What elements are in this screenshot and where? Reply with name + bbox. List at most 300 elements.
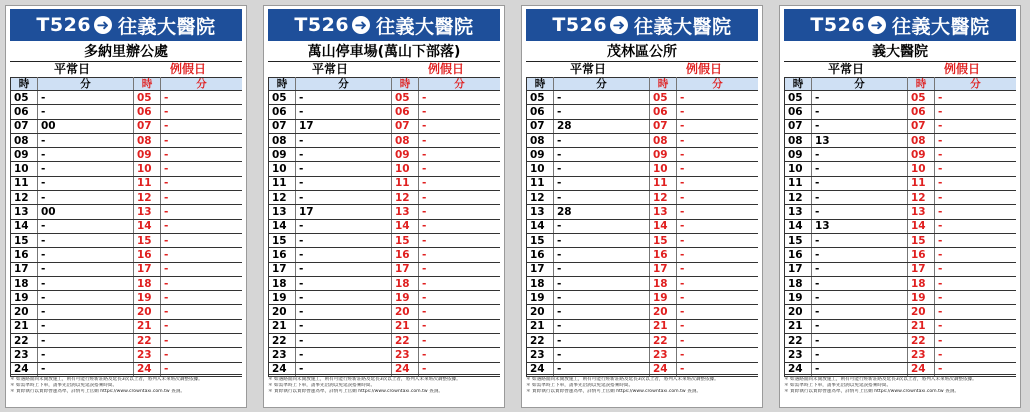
table-row [269, 91, 501, 105]
route-header [784, 9, 1016, 41]
weekday-hour: 24 [11, 362, 38, 376]
holiday-label: 例假日 [685, 62, 722, 76]
weekday-hour: 24 [527, 362, 554, 376]
table-row [11, 276, 243, 290]
weekday-label: 平常日 [569, 62, 606, 76]
table-header-row [785, 78, 1017, 91]
weekday-hour: 17 [785, 262, 812, 276]
holiday-hour: 10 [134, 162, 161, 176]
holiday-hour: 06 [650, 105, 677, 119]
weekday-minute: - [812, 248, 908, 262]
weekday-minute: - [38, 162, 134, 176]
weekday-hour: 16 [269, 248, 296, 262]
holiday-minute: - [419, 205, 501, 219]
weekday-label: 平常日 [53, 62, 90, 76]
holiday-minute: - [677, 319, 759, 333]
table-row [269, 176, 501, 190]
weekday-hour: 06 [527, 105, 554, 119]
weekday-minute: - [296, 248, 392, 262]
weekday-minute: - [296, 176, 392, 190]
holiday-hour: 22 [134, 334, 161, 348]
table-row [527, 291, 759, 305]
holiday-hour: 19 [392, 291, 419, 305]
weekday-minute: - [554, 219, 650, 233]
weekday-label: 平常日 [311, 62, 348, 76]
table-row [527, 319, 759, 333]
weekday-minute: - [38, 148, 134, 162]
weekday-minute-header: 分 [38, 78, 134, 91]
table-row [269, 148, 501, 162]
holiday-minute: - [419, 334, 501, 348]
holiday-minute: - [677, 162, 759, 176]
weekday-hour: 09 [11, 148, 38, 162]
table-row [11, 191, 243, 205]
weekday-hour: 08 [11, 133, 38, 147]
holiday-minute: - [419, 148, 501, 162]
holiday-minute: - [935, 248, 1017, 262]
weekday-hour: 10 [785, 162, 812, 176]
weekday-hour: 13 [527, 205, 554, 219]
holiday-hour: 09 [392, 148, 419, 162]
holiday-minute: - [161, 248, 243, 262]
table-row [785, 248, 1017, 262]
holiday-minute: - [419, 276, 501, 290]
weekday-minute: - [812, 105, 908, 119]
holiday-hour: 18 [392, 276, 419, 290]
holiday-hour: 19 [134, 291, 161, 305]
route-destination: 往義大醫院 [376, 15, 474, 38]
weekday-minute: - [38, 276, 134, 290]
table-header-row [269, 78, 501, 91]
timetable-panel [5, 5, 247, 408]
holiday-minute: - [419, 176, 501, 190]
weekday-hour: 17 [527, 262, 554, 276]
weekday-hour: 14 [785, 219, 812, 233]
table-row [785, 133, 1017, 147]
holiday-hour: 16 [392, 248, 419, 262]
weekday-hour: 09 [269, 148, 296, 162]
weekday-hour: 20 [269, 305, 296, 319]
weekday-hour: 20 [785, 305, 812, 319]
holiday-hour: 13 [134, 205, 161, 219]
table-row [527, 334, 759, 348]
holiday-minute: - [677, 262, 759, 276]
holiday-minute: - [161, 262, 243, 276]
holiday-hour: 20 [134, 305, 161, 319]
table-row [269, 219, 501, 233]
table-row [11, 291, 243, 305]
weekday-hour: 20 [11, 305, 38, 319]
table-row [11, 105, 243, 119]
notes [784, 374, 1016, 395]
weekday-minute: 00 [38, 205, 134, 219]
holiday-hour: 18 [650, 276, 677, 290]
schedule-table [10, 77, 242, 377]
holiday-hour: 17 [908, 262, 935, 276]
weekday-hour: 07 [269, 119, 296, 133]
weekday-minute: 13 [812, 133, 908, 147]
schedule-table [784, 77, 1016, 377]
holiday-hour: 10 [908, 162, 935, 176]
holiday-hour: 24 [392, 362, 419, 376]
weekday-hour: 12 [11, 191, 38, 205]
weekday-hour: 07 [785, 119, 812, 133]
weekday-hour: 06 [785, 105, 812, 119]
table-row [527, 148, 759, 162]
weekday-hour: 15 [785, 233, 812, 247]
weekday-minute: - [38, 248, 134, 262]
holiday-hour: 24 [908, 362, 935, 376]
weekday-hour: 12 [269, 191, 296, 205]
weekday-minute: - [812, 176, 908, 190]
weekday-hour: 22 [785, 334, 812, 348]
weekday-minute: - [38, 233, 134, 247]
holiday-hour: 10 [392, 162, 419, 176]
holiday-hour: 11 [392, 176, 419, 190]
weekday-minute: - [554, 305, 650, 319]
holiday-hour: 15 [392, 233, 419, 247]
weekday-hour: 21 [527, 319, 554, 333]
weekday-minute: - [812, 262, 908, 276]
weekday-hour-header: 時 [11, 78, 38, 91]
weekday-minute: - [296, 262, 392, 276]
holiday-minute: - [935, 191, 1017, 205]
holiday-minute: - [161, 148, 243, 162]
holiday-hour: 11 [134, 176, 161, 190]
holiday-hour: 08 [908, 133, 935, 147]
holiday-hour: 21 [392, 319, 419, 333]
weekday-hour: 23 [11, 348, 38, 362]
weekday-hour: 05 [785, 91, 812, 105]
weekday-hour: 18 [527, 276, 554, 290]
holiday-minute: - [419, 291, 501, 305]
weekday-minute: - [38, 319, 134, 333]
holiday-hour: 07 [392, 119, 419, 133]
weekday-hour: 16 [11, 248, 38, 262]
weekday-minute: - [296, 105, 392, 119]
table-row [269, 248, 501, 262]
holiday-minute: - [419, 362, 501, 376]
weekday-minute: - [812, 319, 908, 333]
weekday-minute: - [812, 305, 908, 319]
weekday-minute: - [554, 162, 650, 176]
table-row [785, 105, 1017, 119]
weekday-minute: - [812, 348, 908, 362]
weekday-hour: 16 [785, 248, 812, 262]
table-row [11, 119, 243, 133]
weekday-hour: 05 [527, 91, 554, 105]
weekday-minute: - [554, 262, 650, 276]
table-row [527, 233, 759, 247]
holiday-minute: - [419, 162, 501, 176]
weekday-hour: 13 [785, 205, 812, 219]
weekday-hour: 24 [269, 362, 296, 376]
holiday-minute: - [419, 262, 501, 276]
table-row [785, 148, 1017, 162]
holiday-hour: 08 [392, 133, 419, 147]
holiday-minute: - [161, 162, 243, 176]
route-destination: 往義大醫院 [634, 15, 732, 38]
weekday-minute: - [296, 334, 392, 348]
weekday-minute: - [554, 276, 650, 290]
weekday-minute: - [554, 233, 650, 247]
holiday-minute: - [677, 305, 759, 319]
table-row [527, 176, 759, 190]
holiday-minute: - [419, 219, 501, 233]
weekday-hour: 08 [269, 133, 296, 147]
holiday-minute: - [935, 105, 1017, 119]
weekday-label: 平常日 [827, 62, 864, 76]
holiday-minute: - [935, 319, 1017, 333]
holiday-hour: 15 [908, 233, 935, 247]
weekday-minute: - [296, 219, 392, 233]
holiday-hour: 12 [392, 191, 419, 205]
route-header [10, 9, 242, 41]
holiday-minute: - [935, 262, 1017, 276]
arrow-right-icon: ➜ [352, 16, 370, 34]
holiday-hour: 12 [650, 191, 677, 205]
holiday-hour: 17 [650, 262, 677, 276]
weekday-hour: 10 [269, 162, 296, 176]
holiday-minute: - [677, 291, 759, 305]
holiday-minute: - [419, 105, 501, 119]
holiday-hour: 05 [134, 91, 161, 105]
table-header-row [11, 78, 243, 91]
weekday-minute: - [38, 105, 134, 119]
note-line: ＊ 實際執行以實際營運為準，詳情可上官網 https://www.crowntaxi.com.tw 查詢。 [268, 389, 443, 394]
note-line: ＊ 如遇路面尚未開放施工，則有可能行經新莊路及延長3次以上者，將列入未來班次調整依據。 [10, 377, 203, 382]
table-row [11, 319, 243, 333]
table-row [269, 348, 501, 362]
weekday-minute: - [38, 305, 134, 319]
weekday-minute: - [812, 162, 908, 176]
table-header-row [527, 78, 759, 91]
route-number: T526 [294, 14, 350, 36]
holiday-hour: 05 [392, 91, 419, 105]
weekday-hour: 18 [11, 276, 38, 290]
weekday-minute: - [554, 191, 650, 205]
holiday-minute: - [677, 133, 759, 147]
holiday-minute: - [935, 133, 1017, 147]
holiday-hour: 18 [134, 276, 161, 290]
weekday-hour: 21 [11, 319, 38, 333]
holiday-hour: 15 [650, 233, 677, 247]
weekday-hour: 21 [785, 319, 812, 333]
holiday-minute: - [161, 105, 243, 119]
weekday-minute: - [812, 119, 908, 133]
holiday-minute: - [161, 362, 243, 376]
holiday-hour: 19 [908, 291, 935, 305]
table-row [527, 133, 759, 147]
timetable-panel [779, 5, 1021, 408]
holiday-hour: 24 [650, 362, 677, 376]
table-row [527, 119, 759, 133]
table-row [785, 205, 1017, 219]
weekday-hour: 12 [785, 191, 812, 205]
table-row [11, 334, 243, 348]
weekday-minute: - [812, 334, 908, 348]
holiday-label: 例假日 [427, 62, 464, 76]
notes [10, 374, 242, 395]
holiday-minute: - [161, 348, 243, 362]
note-line: ＊ 如遇路面尚未開放施工，則有可能行經新莊路及延長3次以上者，將列入未來班次調整依據。 [784, 377, 977, 382]
weekday-minute-header: 分 [296, 78, 392, 91]
weekday-hour: 07 [11, 119, 38, 133]
route-destination: 往義大醫院 [892, 15, 990, 38]
weekday-minute: - [38, 133, 134, 147]
table-row [527, 205, 759, 219]
note-line: ＊ 如需準時上下車，請事先洽詢以免延誤搭乘時間。 [10, 383, 118, 388]
timetable-panel [263, 5, 505, 408]
holiday-hour: 22 [392, 334, 419, 348]
holiday-minute: - [677, 148, 759, 162]
holiday-minute: - [677, 205, 759, 219]
holiday-hour: 09 [650, 148, 677, 162]
holiday-minute: - [935, 119, 1017, 133]
table-row [269, 133, 501, 147]
holiday-hour: 23 [392, 348, 419, 362]
weekday-hour: 10 [527, 162, 554, 176]
table-row [269, 319, 501, 333]
holiday-minute: - [419, 233, 501, 247]
holiday-label: 例假日 [169, 62, 206, 76]
arrow-right-icon: ➜ [868, 16, 886, 34]
table-row [269, 105, 501, 119]
weekday-hour: 06 [269, 105, 296, 119]
weekday-minute: - [812, 191, 908, 205]
table-row [11, 148, 243, 162]
weekday-minute: - [38, 91, 134, 105]
holiday-minute: - [677, 276, 759, 290]
weekday-minute: - [38, 219, 134, 233]
weekday-hour: 17 [11, 262, 38, 276]
table-row [269, 191, 501, 205]
table-row [785, 291, 1017, 305]
holiday-minute: - [419, 348, 501, 362]
holiday-minute: - [677, 248, 759, 262]
holiday-hour: 16 [650, 248, 677, 262]
route-header [526, 9, 758, 41]
weekday-hour: 11 [785, 176, 812, 190]
holiday-minute: - [935, 219, 1017, 233]
weekday-hour: 05 [269, 91, 296, 105]
table-row [11, 91, 243, 105]
weekday-minute: - [812, 148, 908, 162]
table-row [785, 233, 1017, 247]
table-row [11, 176, 243, 190]
holiday-minute: - [419, 133, 501, 147]
holiday-minute: - [161, 119, 243, 133]
holiday-hour: 10 [650, 162, 677, 176]
holiday-hour: 13 [908, 205, 935, 219]
table-row [527, 305, 759, 319]
weekday-minute: - [554, 334, 650, 348]
holiday-hour: 22 [650, 334, 677, 348]
weekday-hour: 20 [527, 305, 554, 319]
route-destination: 往義大醫院 [118, 15, 216, 38]
table-row [785, 119, 1017, 133]
table-row [269, 233, 501, 247]
weekday-hour: 19 [11, 291, 38, 305]
holiday-minute: - [419, 248, 501, 262]
weekday-minute: - [296, 191, 392, 205]
holiday-hour: 06 [134, 105, 161, 119]
holiday-minute: - [677, 91, 759, 105]
table-row [527, 348, 759, 362]
weekday-hour: 08 [785, 133, 812, 147]
weekday-minute: - [812, 233, 908, 247]
holiday-minute-header: 分 [935, 78, 1017, 91]
holiday-minute-header: 分 [677, 78, 759, 91]
weekday-minute: - [554, 148, 650, 162]
table-row [785, 219, 1017, 233]
holiday-minute: - [935, 148, 1017, 162]
holiday-hour: 17 [392, 262, 419, 276]
holiday-minute: - [677, 105, 759, 119]
weekday-minute: - [554, 291, 650, 305]
table-row [527, 219, 759, 233]
table-row [11, 262, 243, 276]
weekday-minute: - [38, 362, 134, 376]
table-row [785, 276, 1017, 290]
holiday-minute: - [161, 133, 243, 147]
weekday-hour: 19 [785, 291, 812, 305]
holiday-hour: 20 [650, 305, 677, 319]
holiday-minute: - [419, 319, 501, 333]
holiday-minute-header: 分 [161, 78, 243, 91]
weekday-hour: 13 [269, 205, 296, 219]
holiday-minute: - [161, 276, 243, 290]
holiday-minute: - [935, 91, 1017, 105]
holiday-minute: - [161, 205, 243, 219]
weekday-minute: - [554, 91, 650, 105]
weekday-minute: 28 [554, 205, 650, 219]
table-row [11, 348, 243, 362]
holiday-minute: - [935, 291, 1017, 305]
weekday-minute: - [38, 334, 134, 348]
day-type-row [526, 62, 758, 76]
weekday-minute: - [812, 205, 908, 219]
holiday-hour: 09 [908, 148, 935, 162]
holiday-hour: 08 [134, 133, 161, 147]
holiday-hour: 19 [650, 291, 677, 305]
weekday-minute: - [812, 291, 908, 305]
weekday-hour: 18 [269, 276, 296, 290]
holiday-hour: 20 [908, 305, 935, 319]
day-type-row [784, 62, 1016, 76]
holiday-hour: 21 [134, 319, 161, 333]
holiday-hour: 20 [392, 305, 419, 319]
weekday-minute: - [38, 291, 134, 305]
weekday-minute: - [554, 319, 650, 333]
holiday-minute: - [419, 191, 501, 205]
route-header [268, 9, 500, 41]
holiday-minute: - [161, 176, 243, 190]
holiday-minute: - [677, 348, 759, 362]
weekday-hour: 12 [527, 191, 554, 205]
holiday-minute: - [677, 334, 759, 348]
table-row [527, 276, 759, 290]
weekday-hour-header: 時 [269, 78, 296, 91]
note-line: ＊ 如需準時上下車，請事先洽詢以免延誤搭乘時間。 [784, 383, 892, 388]
weekday-hour: 13 [11, 205, 38, 219]
weekday-hour: 19 [269, 291, 296, 305]
weekday-hour: 10 [11, 162, 38, 176]
holiday-label: 例假日 [943, 62, 980, 76]
holiday-hour: 23 [650, 348, 677, 362]
holiday-hour: 16 [908, 248, 935, 262]
route-number: T526 [36, 14, 92, 36]
